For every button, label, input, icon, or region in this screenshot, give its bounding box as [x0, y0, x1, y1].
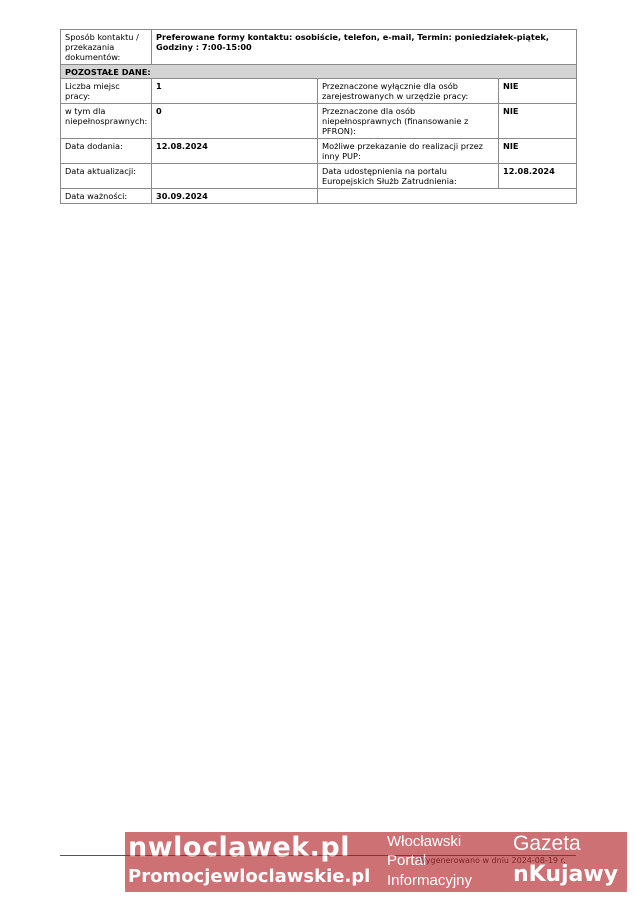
- table-row: [61, 189, 577, 204]
- row-label-2: Przeznaczone wyłącznie dla osób zarejestrowanych w urzędzie pracy:: [318, 79, 499, 104]
- watermark-gazeta-name: nKujawy: [513, 862, 619, 887]
- row-value-2: NIE: [499, 79, 577, 104]
- row-label: Liczba miejsc pracy:: [61, 79, 152, 104]
- row-value: 30.09.2024: [152, 189, 318, 204]
- row-label: Data dodania:: [61, 139, 152, 164]
- job-offer-details-table: [60, 29, 577, 204]
- table-row: [61, 79, 577, 104]
- watermark-brand-nwloclawek: nwloclawek.pl: [128, 832, 350, 863]
- watermark-block-gazeta: [505, 832, 627, 892]
- contact-row: [61, 30, 577, 65]
- row-label: Data ważności:: [61, 189, 152, 204]
- table-row: [61, 164, 577, 189]
- row-value-2: 12.08.2024: [499, 164, 577, 189]
- table-row: [61, 139, 577, 164]
- row-label-2: Przeznaczone dla osób niepełnosprawnych (finansowanie z PFRON):: [318, 104, 499, 139]
- section-header-row: [61, 65, 577, 79]
- table-row: [61, 104, 577, 139]
- watermark-portal-line: Informacyjny: [387, 872, 473, 889]
- watermark-portal-line: Portal: [387, 852, 427, 869]
- row-value-2: NIE: [499, 104, 577, 139]
- row-label-2: Data udostępnienia na portalu Europejskich Służb Zatrudnienia:: [318, 164, 499, 189]
- watermark-portal-line: Włocławski: [387, 833, 462, 850]
- row-value: 12.08.2024: [152, 139, 318, 164]
- row-value: [152, 164, 318, 189]
- watermark-block-left: [125, 832, 379, 892]
- watermark-brand-promocje: Promocjewloclawskie.pl: [128, 866, 371, 887]
- row-value: 1: [152, 79, 318, 104]
- contact-value: Preferowane formy kontaktu: osobiście, telefon, e-mail, Termin: poniedziałek-piątek, Godziny : 7:00-15:00: [152, 30, 577, 65]
- contact-label: Sposób kontaktu / przekazania dokumentów:: [61, 30, 152, 65]
- row-value: 0: [152, 104, 318, 139]
- watermark-block-portal: [379, 832, 505, 892]
- watermark-gazeta-title: Gazeta: [513, 832, 581, 855]
- section-title: POZOSTAŁE DANE:: [61, 65, 577, 79]
- row-label: w tym dla niepełnosprawnych:: [61, 104, 152, 139]
- row-label-2: Możliwe przekazanie do realizacji przez inny PUP:: [318, 139, 499, 164]
- row-empty-cell: [318, 189, 577, 204]
- watermark-banner: [125, 832, 627, 892]
- row-value-2: NIE: [499, 139, 577, 164]
- row-label: Data aktualizacji:: [61, 164, 152, 189]
